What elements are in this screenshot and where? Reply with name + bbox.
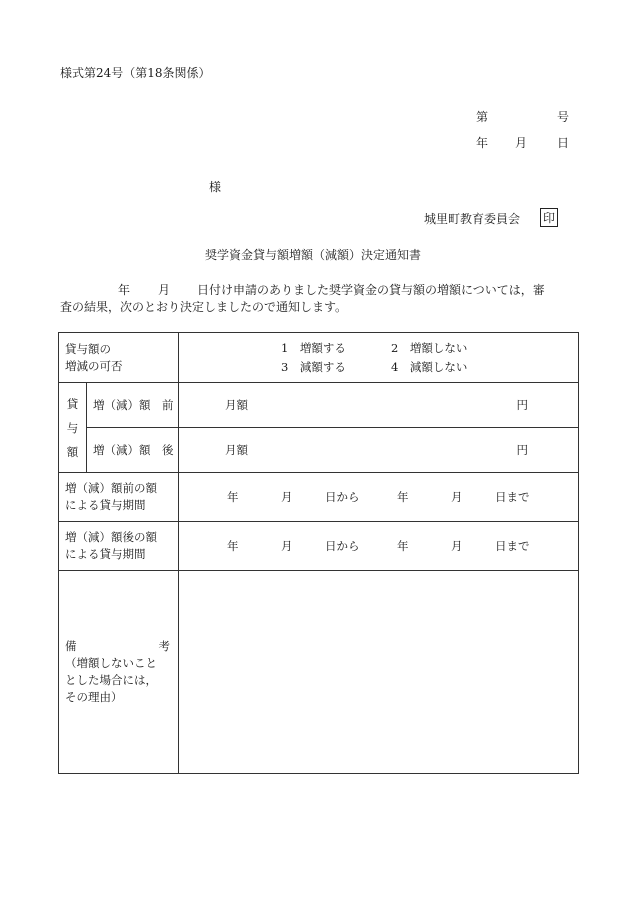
row-change-approval [59,333,579,383]
body-year: 年 [118,283,131,297]
remarks-field[interactable] [179,571,579,774]
approval-label: 貸与額の 増減の可否 [65,341,123,373]
body-month: 月 [158,283,171,297]
document-title: 奨学資金貸与額増額（減額）決定通知書 [205,248,422,262]
amount-before-field[interactable]: 月額 円 [225,398,528,412]
row-amount-after [59,428,579,473]
seal-stamp: 印 [540,208,558,227]
body-text-2: 査の結果，次のとおり決定しましたので通知します。 [60,300,348,314]
row-period-before [59,473,579,522]
date-month: 月 [515,136,528,150]
date-day: 日 [557,136,570,150]
form-number: 様式第24号（第18条関係） [60,66,211,80]
approval-options [281,340,578,375]
amount-before-label: 増（減）額 前 [93,397,174,412]
row-amount-before [59,383,579,428]
option-2[interactable]: 2 増額しない [391,341,468,355]
row-period-after [59,522,579,571]
date-year: 年 [476,136,489,150]
option-4[interactable]: 4 減額しない [391,360,468,374]
amount-after-field[interactable]: 月額 円 [225,443,528,457]
period-before-label: 増（減）額前の額 による貸与期間 [65,481,157,512]
option-1[interactable]: 1 増額する [281,341,346,355]
period-before-field[interactable]: 年 月 日から 年 月 日まで [227,490,530,504]
amount-after-label: 増（減）額 後 [93,442,174,457]
doc-number-dai: 第 [476,110,489,124]
issuer: 城里町教育委員会 [424,212,521,226]
body-text-1: 日付け申請のありました奨学資金の貸与額の増額については，審 [197,283,545,297]
period-after-field[interactable]: 年 月 日から 年 月 日まで [227,539,530,553]
taiyo-gaku-label: 貸 与 額 [59,383,87,473]
row-remarks [59,571,579,774]
period-after-label: 増（減）額後の額 による貸与期間 [65,530,157,561]
remarks-label: 備 考 （増額しないこと とした場合には， その理由） [65,639,170,704]
addressee-suffix: 様 [209,180,222,194]
doc-number-go: 号 [557,110,570,124]
option-3[interactable]: 3 減額する [281,360,346,374]
decision-table [58,332,579,774]
